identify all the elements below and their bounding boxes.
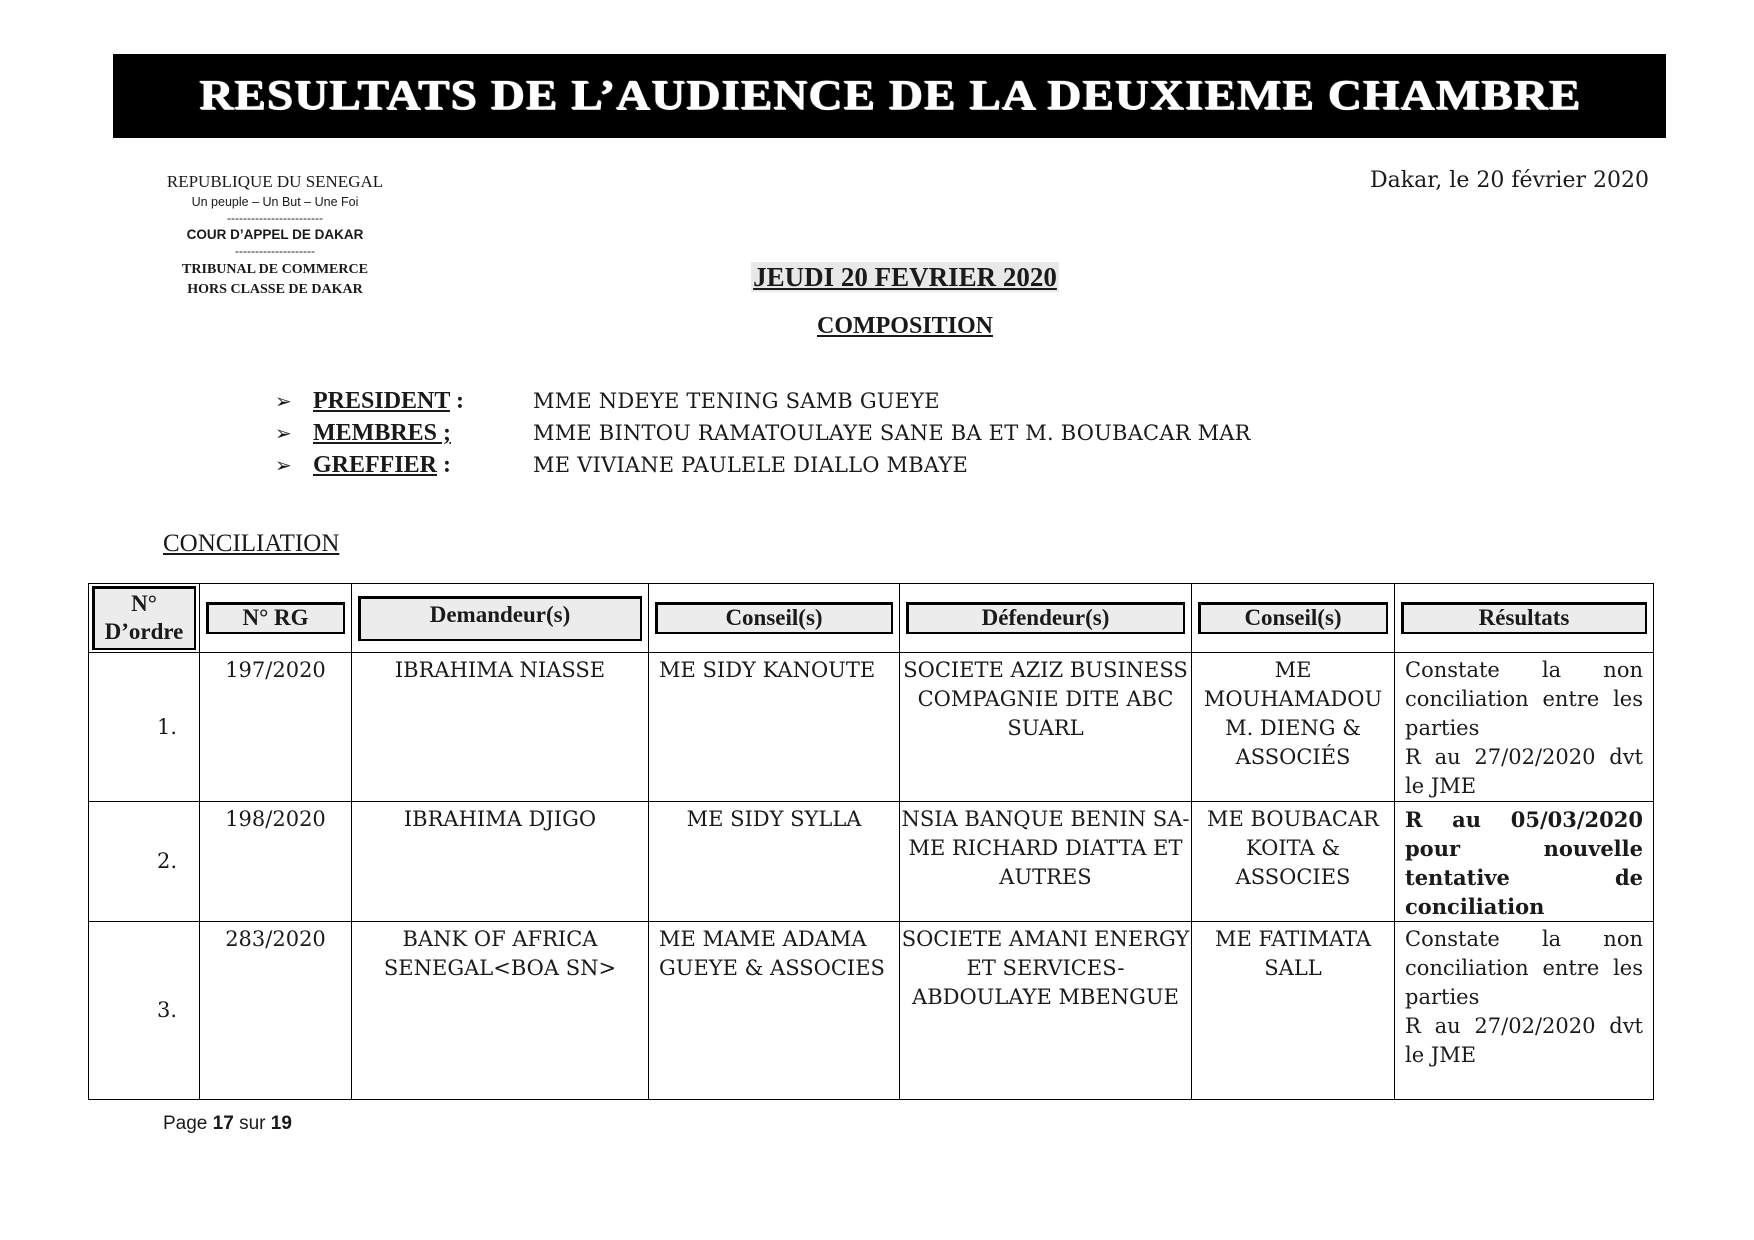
tribunal-name-line1: TRIBUNAL DE COMMERCE [182, 262, 368, 277]
total-pages-number: 19 [270, 1113, 292, 1134]
composition-item-members [275, 420, 1251, 452]
section-title: CONCILIATION [163, 530, 340, 557]
counsel-cell: ME MOUHAMADOU M. DIENG & ASSOCIÉS [1192, 653, 1395, 802]
table-row [89, 653, 1654, 802]
court-name: COUR D’APPEL DE DAKAR [186, 227, 364, 242]
counsel-cell: ME SIDY KANOUTE [649, 653, 900, 802]
header-rg: N° RG [200, 584, 352, 653]
rg-cell: 197/2020 [200, 653, 352, 802]
tribunal-name-line2: HORS CLASSE DE DAKAR [187, 282, 363, 297]
header-counsel-defendant: Conseil(s) [1192, 584, 1395, 653]
header-results: Résultats [1395, 584, 1654, 653]
document-date: Dakar, le 20 février 2020 [1370, 168, 1649, 193]
result-cell [1395, 922, 1654, 1100]
defendant-cell: SOCIETE AZIZ BUSINESS COMPAGNIE DITE ABC SUARL [900, 653, 1192, 802]
plaintiff-cell: IBRAHIMA NIASSE [352, 653, 649, 802]
result-text: R au 05/03/2020 pour nouvelle tentative de conciliation [1405, 807, 1643, 919]
arrow-bullet-icon: ➢ [275, 421, 292, 445]
table-header-row [89, 584, 1654, 653]
result-text: Constate la non conciliation entre les parties [1405, 658, 1643, 740]
result-cell [1395, 802, 1654, 922]
header-plaintiffs: Demandeur(s) [352, 584, 649, 653]
result-text: R au 27/02/2020 dvt le JME [1405, 745, 1643, 798]
arrow-bullet-icon: ➢ [275, 453, 292, 477]
page-footer [163, 1113, 292, 1135]
defendant-cell: SOCIETE AMANI ENERGY ET SERVICES-ABDOULAYE MBENGUE [900, 922, 1192, 1100]
defendant-cell: NSIA BANQUE BENIN SA-ME RICHARD DIATTA ET AUTRES [900, 802, 1192, 922]
composition-item-president [275, 388, 1251, 420]
separator-line: ------------------------ [227, 211, 323, 225]
composition-heading: COMPOSITION [816, 313, 993, 339]
order-cell: 2. [89, 802, 200, 922]
results-table [88, 583, 1654, 1100]
country-name: REPUBLIQUE DU SENEGAL [166, 172, 384, 191]
counsel-cell: ME SIDY SYLLA [649, 802, 900, 922]
table-row [89, 922, 1654, 1100]
plaintiff-cell: IBRAHIMA DJIGO [352, 802, 649, 922]
member-name: ME VIVIANE PAULELE DIALLO MBAYE [533, 453, 968, 477]
of-word: sur [239, 1113, 266, 1134]
result-cell [1395, 653, 1654, 802]
composition-list [275, 388, 1251, 484]
header-defendants: Défendeur(s) [900, 584, 1192, 653]
result-text: Constate la non conciliation entre les parties [1405, 927, 1643, 1009]
role-label: GREFFIER : [313, 452, 452, 478]
header-order: N° D’ordre [89, 584, 200, 653]
national-motto: Un peuple – Un But – Une Foi [191, 195, 359, 209]
arrow-bullet-icon: ➢ [275, 389, 292, 413]
header-counsel-plaintiff: Conseil(s) [649, 584, 900, 653]
order-cell: 3. [89, 922, 200, 1100]
order-cell: 1. [89, 653, 200, 802]
current-page-number: 17 [212, 1113, 234, 1134]
member-name: MME NDEYE TENING SAMB GUEYE [533, 389, 940, 413]
result-text: R au 27/02/2020 dvt le JME [1405, 1014, 1643, 1067]
rg-cell: 283/2020 [200, 922, 352, 1100]
role-label: MEMBRES ; [313, 420, 451, 446]
rg-cell: 198/2020 [200, 802, 352, 922]
plaintiff-cell: BANK OF AFRICA SENEGAL<BOA SN> [352, 922, 649, 1100]
hearing-day-heading [0, 262, 1754, 293]
title-banner [113, 54, 1666, 138]
banner-title: RESULTATS DE L’AUDIENCE DE LA DEUXIEME CHAMBRE [198, 73, 1581, 119]
table-row [89, 802, 1654, 922]
role-label: PRESIDENT : [313, 388, 464, 414]
separator-line: -------------------- [235, 244, 315, 258]
counsel-cell: ME BOUBACAR KOITA & ASSOCIES [1192, 802, 1395, 922]
hearing-day-text: JEUDI 20 FEVRIER 2020 [753, 262, 1057, 292]
counsel-cell: ME FATIMATA SALL [1192, 922, 1395, 1100]
page-word: Page [163, 1113, 208, 1134]
counsel-cell: ME MAME ADAMA GUEYE & ASSOCIES [649, 922, 900, 1100]
composition-item-greffier [275, 452, 1251, 484]
member-name: MME BINTOU RAMATOULAYE SANE BA ET M. BOUBACAR MAR [533, 421, 1251, 445]
